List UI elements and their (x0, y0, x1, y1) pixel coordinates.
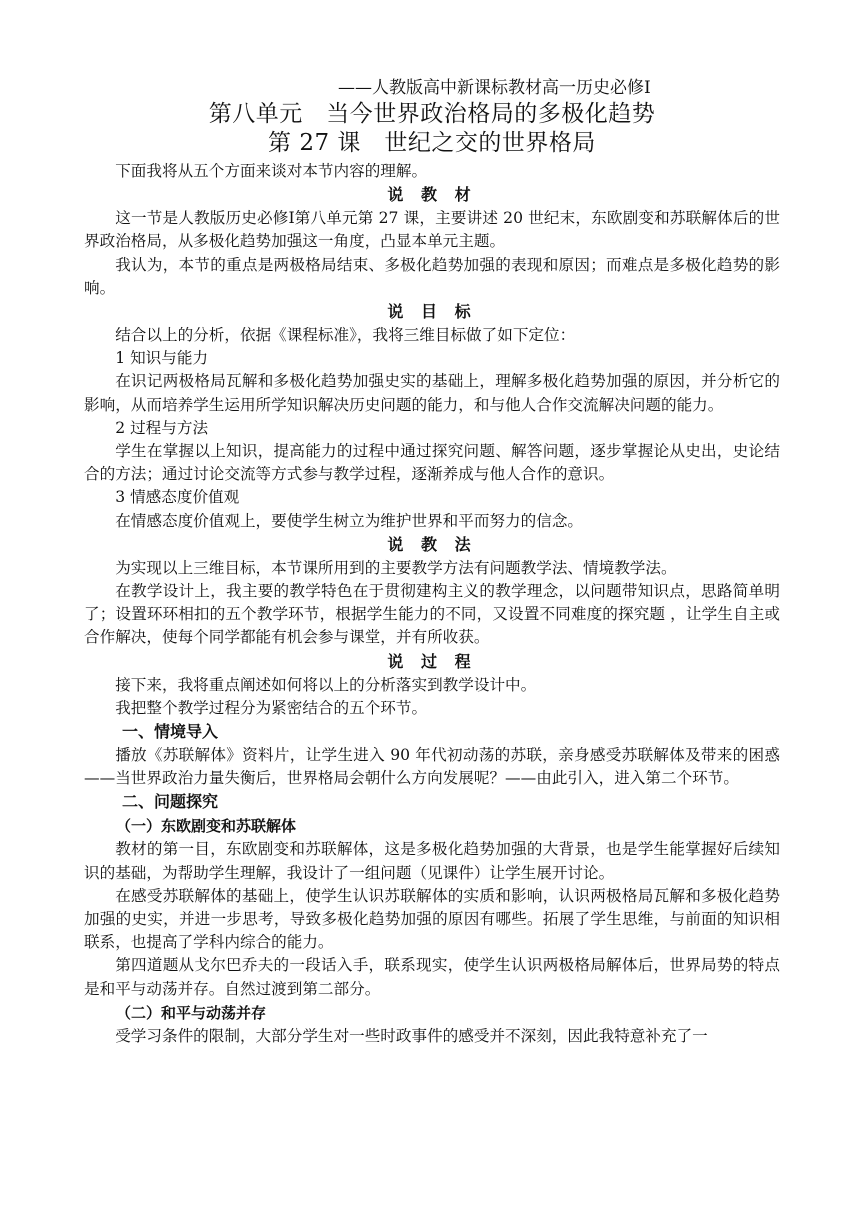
objectives-intro: 结合以上的分析，依据《课程标准》，我将三维目标做了如下定位： (115, 326, 576, 345)
objective-3-text: 在情感态度价值观上，要使学生树立为维护世界和平而努力的信念。 (115, 511, 584, 530)
process-paragraph-2: 我把整个教学过程分为紧密结合的五个环节。 (115, 698, 428, 717)
part-1-paragraph-2: 在感受苏联解体的基础上，使学生认识苏联解体的实质和影响，认识两极格局瓦解和多极化趋势加强的史实，并进一步思考，导致多极化趋势加强的原因有哪些。拓展了学生思维，与前面的知识相联系，也提高了学科内综合的能力。 (84, 886, 780, 952)
objective-3-title: 3 情感态度价值观 (115, 488, 240, 507)
objective-1-text: 在识记两极格局瓦解和多极化趋势加强史实的基础上，理解多极化趋势加强的原因，并分析它的影响，从而培养学生运用所学知识解决历史问题的能力，和与他人合作交流解决问题的能力。 (84, 372, 780, 414)
part-2-paragraph-1: 受学习条件的限制，大部分学生对一些时政事件的感受并不深刻，因此我特意补充了一 (115, 1026, 708, 1045)
document-subtitle: ——人教版高中新课标教材高一历史必修Ⅰ (338, 78, 651, 98)
step-1-text: 播放《苏联解体》资料片，让学生进入 90 年代初动荡的苏联，亲身感受苏联解体及带来的困惑——当世界政治力量失衡后，世界格局会朝什么方向发展呢？——由此引入，进入第二个环节。 (84, 746, 780, 788)
section-heading-process: 说 过 程 (387, 651, 477, 671)
process-paragraph-1: 接下来，我将重点阐述如何将以上的分析落实到教学设计中。 (115, 675, 537, 694)
part-1-paragraph-1: 教材的第一目，东欧剧变和苏联解体，这是多极化趋势加强的大背景，也是学生能掌握好后续知识的基础，为帮助学生理解，我设计了一组问题（见课件）让学生展开讨论。 (84, 840, 780, 882)
objective-1-title: 1 知识与能力 (115, 349, 209, 368)
objective-2-title: 2 过程与方法 (115, 418, 209, 437)
section-heading-objectives: 说 目 标 (387, 302, 477, 322)
methods-paragraph-2: 在教学设计上，我主要的教学特色在于贯彻建构主义的教学理念，以问题带知识点，思路简单明了；设置环环相扣的五个教学环节，根据学生能力的不同，又设置不同难度的探究题 ，让学生自主或合作解决，使每个同学都能有机会参与课堂，并有所收获。 (84, 582, 780, 647)
textbook-paragraph-1: 这一节是人教版历史必修Ⅰ第八单元第 27 课，主要讲述 20 世纪末，东欧剧变和苏联解体后的世界政治格局，从多极化趋势加强这一角度，凸显本单元主题。 (84, 209, 780, 251)
objective-2-text: 学生在掌握以上知识，提高能力的过程中通过探究问题、解答问题，逐步掌握论从史出，史论结合的方法；通过讨论交流等方式参与教学过程，逐渐养成与他人合作的意识。 (84, 442, 780, 484)
methods-paragraph-1: 为实现以上三维目标，本节课所用到的主要教学方法有问题教学法、情境教学法。 (115, 558, 677, 577)
section-heading-textbook: 说 教 材 (387, 185, 477, 205)
intro-paragraph: 下面我将从五个方面来谈对本节内容的理解。 (115, 162, 428, 180)
step-2-heading: 二、问题探究 (122, 792, 219, 812)
part-2-heading: （二）和平与动荡并存 (116, 1003, 267, 1022)
step-1-heading: 一、情境导入 (122, 722, 219, 742)
part-1-heading: （一）东欧剧变和苏联解体 (116, 817, 297, 836)
section-heading-methods: 说 教 法 (387, 534, 477, 554)
unit-title: 第八单元 当今世界政治格局的多极化趋势 (208, 101, 656, 127)
part-1-paragraph-3: 第四道题从戈尔巴乔夫的一段话入手，联系现实，使学生认识两极格局解体后，世界局势的特点是和平与动荡并存。自然过渡到第二部分。 (84, 956, 780, 998)
lesson-title: 第 27 课 世纪之交的世界格局 (268, 130, 596, 156)
textbook-paragraph-2: 我认为，本节的重点是两极格局结束、多极化趋势加强的表现和原因；而难点是多极化趋势的影响。 (84, 255, 780, 297)
